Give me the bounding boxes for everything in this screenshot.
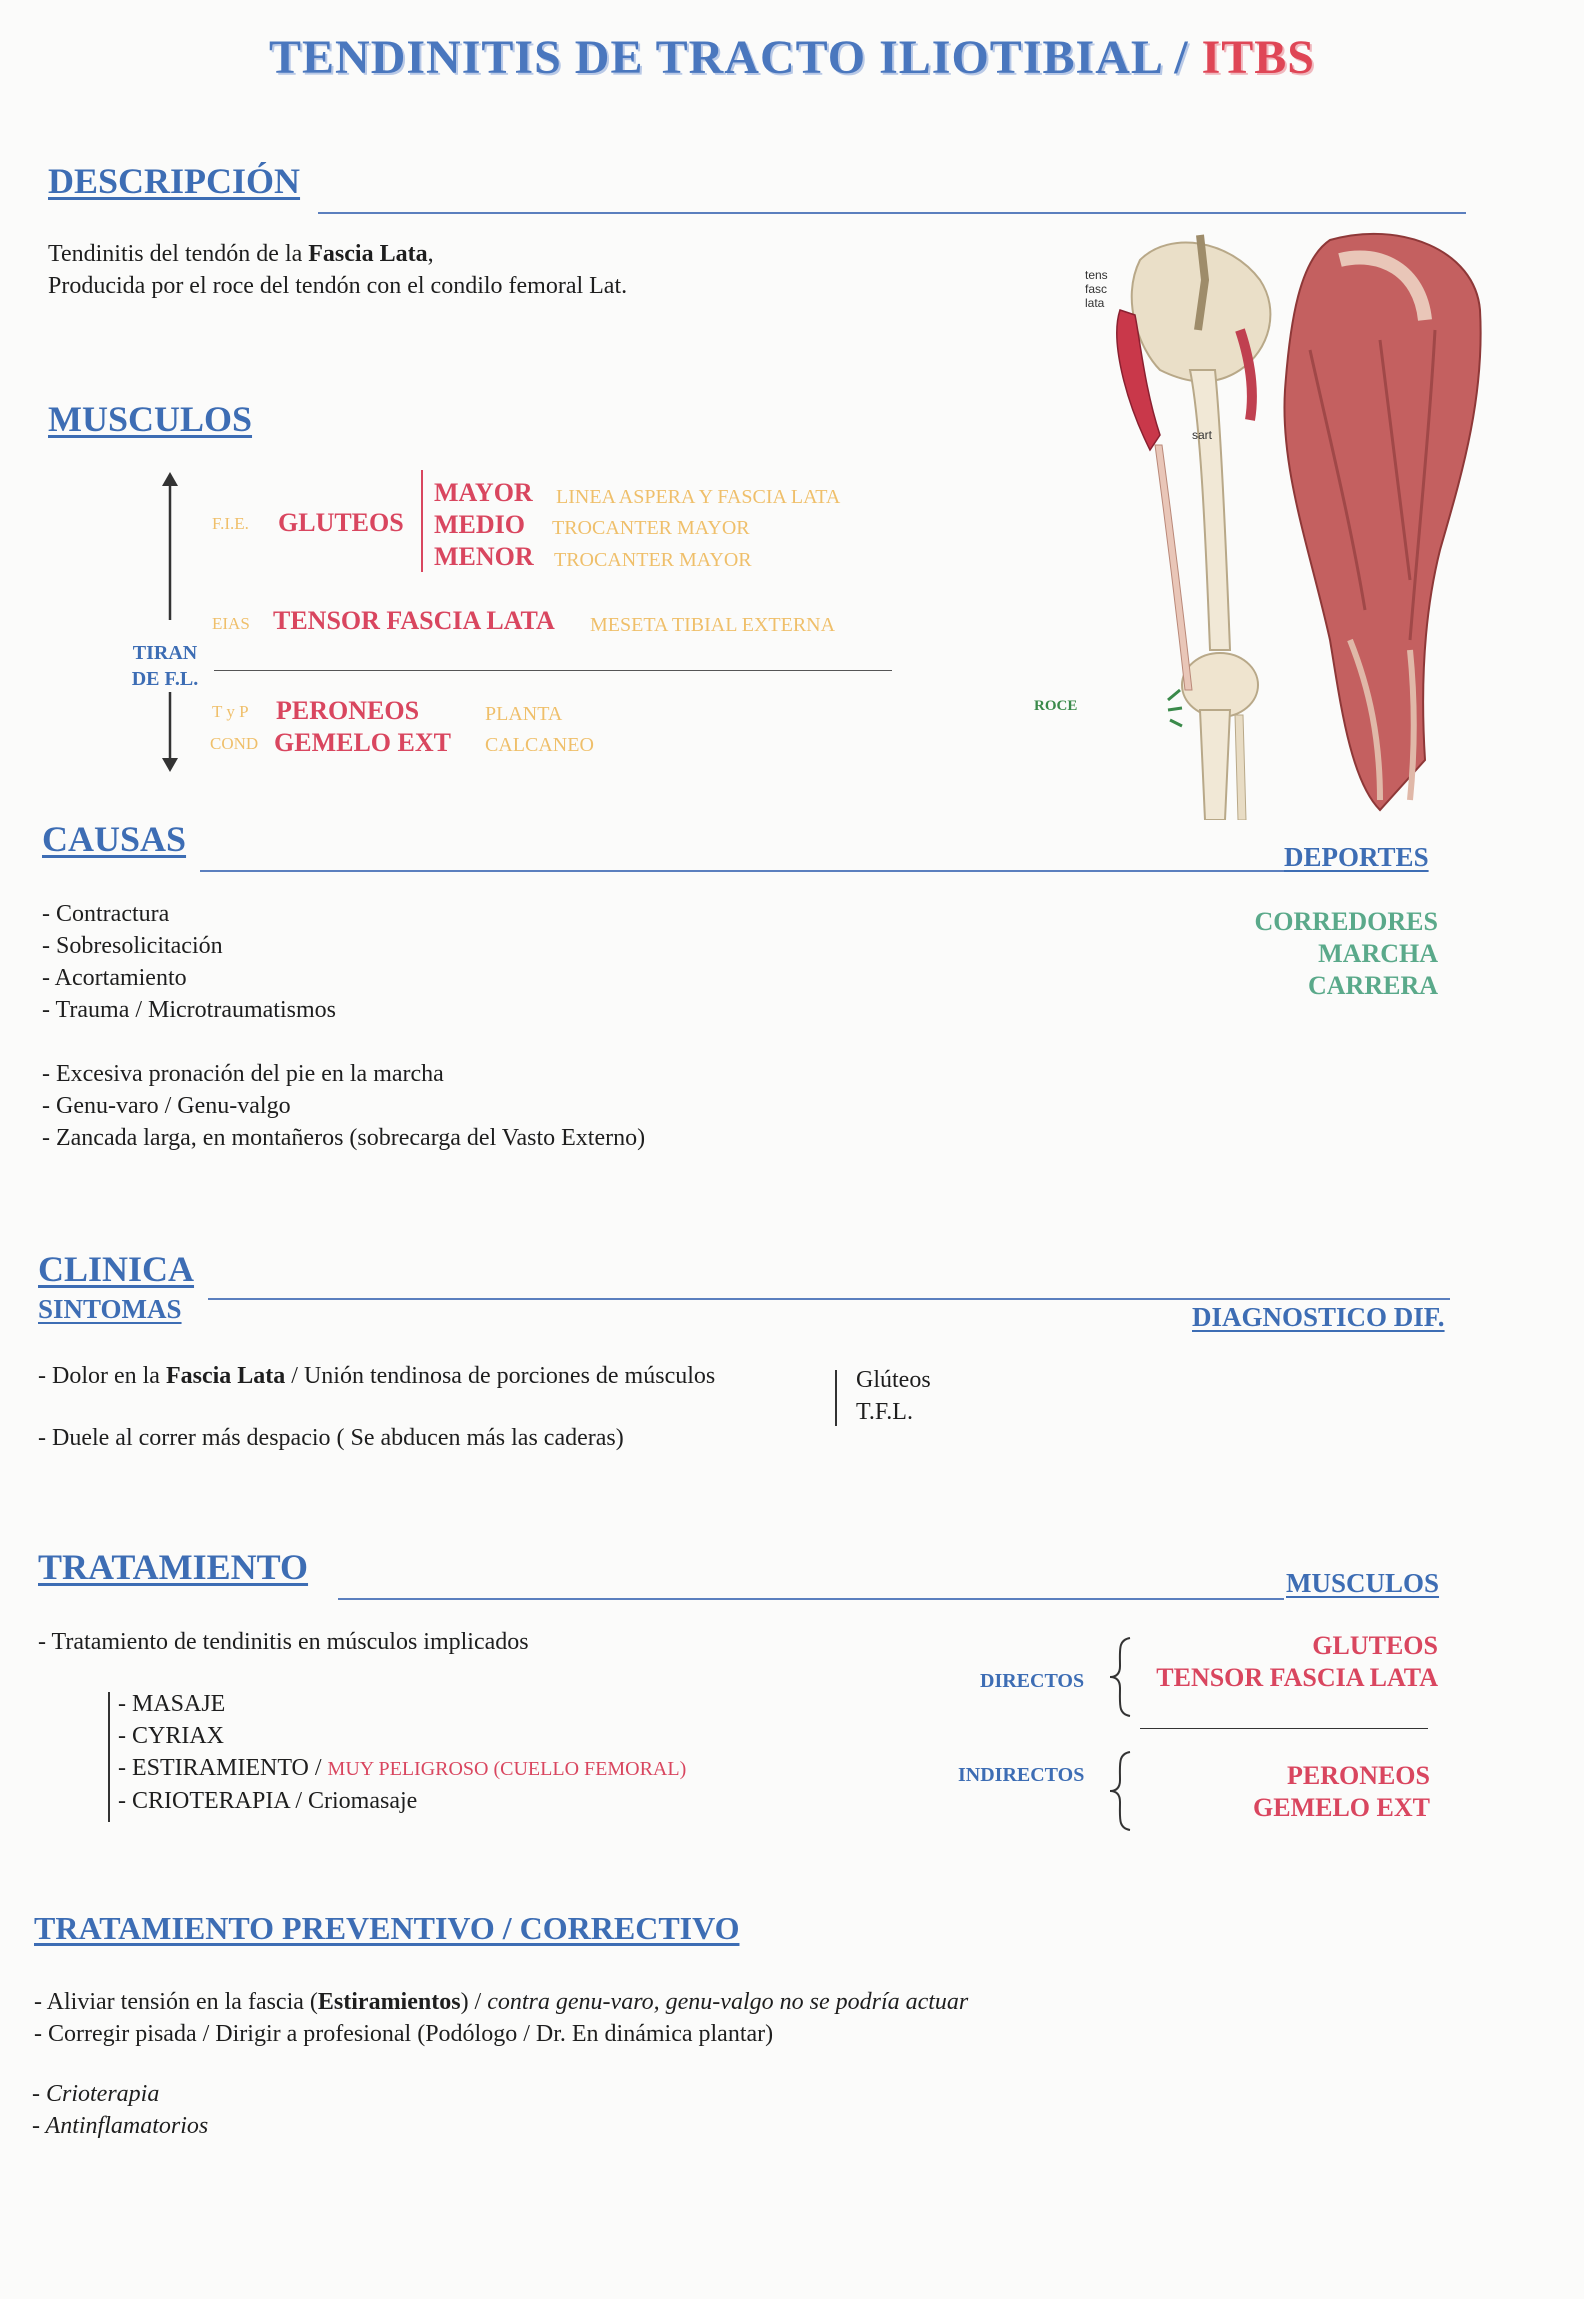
tratamiento-list-bracket — [108, 1692, 110, 1822]
option-tfl: T.F.L. — [856, 1399, 913, 1425]
musculos-divider — [214, 670, 892, 671]
preventivo-list — [34, 1986, 968, 2050]
sintoma-2: - Duele al correr más despacio ( Se abducen más las caderas) — [38, 1425, 624, 1451]
title-main: TENDINITIS DE TRACTO ILIOTIBIAL / — [269, 31, 1189, 84]
section-divider — [208, 1298, 1450, 1300]
deporte-item: CARRERA — [1308, 971, 1438, 1000]
preventivo-l1-pre: - Aliviar tensión en la fascia ( — [34, 1989, 318, 2015]
directo-item: GLUTEOS — [1312, 1631, 1438, 1660]
indirectos-list — [1120, 1760, 1430, 1824]
tratamiento-item — [118, 1752, 686, 1785]
section-preventivo-heading: TRATAMIENTO PREVENTIVO / CORRECTIVO — [34, 1910, 740, 1946]
gluteos-medio: MEDIO — [434, 510, 525, 539]
tratamiento-item: - CYRIAX — [118, 1723, 224, 1749]
section-causas-heading: CAUSAS — [42, 819, 187, 859]
tratamiento-item: - MASAJE — [118, 1691, 226, 1717]
section-divider — [338, 1598, 1284, 1600]
causa-item: - Zancada larga, en montañeros (sobrecarga del Vasto Externo) — [42, 1125, 646, 1151]
sintoma-1 — [38, 1360, 715, 1392]
preventivo-l1-ital: contra genu-varo, genu-valgo no se podría actuar — [487, 1989, 969, 2015]
option-gluteos: Glúteos — [856, 1367, 931, 1393]
diagnostico-heading: DIAGNOSTICO DIF. — [1192, 1302, 1445, 1332]
section-clinica-heading: CLINICA — [38, 1249, 195, 1289]
causas-list-2 — [42, 1058, 645, 1154]
descripcion-text — [48, 238, 627, 302]
tensor-prefix: EIAS — [212, 614, 250, 633]
directos-label: DIRECTOS — [980, 1670, 1085, 1692]
sintomas-heading: SINTOMAS — [38, 1294, 182, 1324]
sintoma-bracket — [835, 1370, 837, 1426]
causa-item: - Genu-varo / Genu-valgo — [42, 1093, 291, 1119]
tratamiento-list — [118, 1688, 686, 1817]
gluteos-bracket — [421, 470, 423, 572]
section-divider — [200, 870, 1290, 872]
preventivo-l1-bold: Estiramientos — [317, 1989, 461, 2015]
deportes-list — [1180, 906, 1438, 1002]
sintoma-1-pre: - Dolor en la — [38, 1363, 166, 1389]
section-musculos-heading: MUSCULOS — [48, 399, 253, 439]
deporte-item: MARCHA — [1318, 939, 1438, 968]
anatomy-figure — [1034, 220, 1490, 820]
indirectos-label: INDIRECTOS — [958, 1764, 1085, 1786]
directos-list — [1120, 1630, 1438, 1694]
causa-item: - Contractura — [42, 901, 170, 927]
deporte-item: CORREDORES — [1254, 907, 1438, 936]
preventivo-l1-mid: ) / — [460, 1989, 488, 2015]
tensor-insertion: MESETA TIBIAL EXTERNA — [590, 614, 836, 636]
peroneos-insertion: PLANTA — [485, 703, 563, 725]
gluteos-mayor-insertion: LINEA ASPERA Y FASCIA LATA — [556, 486, 841, 508]
gemelo-prefix: COND — [210, 734, 259, 753]
tratamiento-warning: MUY PELIGROSO (CUELLO FEMORAL) — [327, 1758, 687, 1780]
page-title — [0, 30, 1584, 85]
causa-item: - Trauma / Microtraumatismos — [42, 997, 336, 1023]
gluteos-menor-insertion: TROCANTER MAYOR — [554, 549, 752, 571]
gluteos-prefix: F.I.E. — [212, 514, 249, 533]
tratamiento-intro: - Tratamiento de tendinitis en músculos implicados — [38, 1629, 529, 1655]
preventivo-extra — [32, 2078, 208, 2142]
indirecto-item: GEMELO EXT — [1253, 1793, 1430, 1822]
section-descripcion-heading: DESCRIPCIÓN — [48, 161, 301, 201]
tratamiento-musculos-heading: MUSCULOS — [1286, 1568, 1440, 1598]
peroneos-prefix: T y P — [212, 702, 249, 721]
directos-divider — [1140, 1728, 1428, 1729]
preventivo-item-1 — [34, 1986, 968, 2018]
sintoma-options — [856, 1364, 931, 1428]
leg-anatomy-illustration — [1080, 220, 1490, 820]
preventivo-extra-item: - Antinflamatorios — [32, 2113, 209, 2139]
section-tratamiento-heading: TRATAMIENTO — [38, 1547, 309, 1587]
causa-item: - Sobresolicitación — [42, 933, 223, 959]
gluteos-medio-insertion: TROCANTER MAYOR — [552, 517, 750, 539]
tiran-text: TIRAN — [132, 642, 198, 664]
gemelo-name: GEMELO EXT — [274, 728, 451, 757]
causa-item: - Acortamiento — [42, 965, 187, 991]
preventivo-extra-item: - Crioterapia — [32, 2081, 160, 2107]
gluteos-mayor: MAYOR — [434, 478, 533, 507]
gluteos-menor: MENOR — [434, 542, 534, 571]
gluteos-name: GLUTEOS — [278, 508, 404, 537]
descripcion-line2: Producida por el roce del tendón con el condilo femoral Lat. — [48, 273, 628, 299]
sintoma-1-post: / Unión tendinosa de porciones de músculos — [285, 1363, 716, 1389]
descripcion-comma: , — [427, 241, 434, 267]
indirecto-item: PERONEOS — [1286, 1761, 1430, 1790]
deportes-heading: DEPORTES — [1284, 842, 1429, 872]
label-sart: sart — [1192, 428, 1213, 442]
preventivo-item-2: - Corregir pisada / Dirigir a profesional (Podólogo / Dr. En dinámica plantar) — [34, 2021, 774, 2047]
causa-item: - Excesiva pronación del pie en la marcha — [42, 1061, 444, 1087]
label-tens-fasc-lata: tens fasc lata — [1085, 268, 1108, 310]
descripcion-line1: Tendinitis del tendón de la — [48, 241, 309, 267]
sintoma-1-bold: Fascia Lata — [165, 1363, 286, 1389]
tiran-arrow — [150, 472, 190, 772]
tiran-label — [120, 640, 210, 692]
descripcion-bold: Fascia Lata — [308, 241, 428, 267]
label-roce: ROCE — [1034, 698, 1078, 714]
section-divider — [318, 212, 1466, 214]
de-fl-text: DE F.L. — [131, 668, 199, 690]
tratamiento-item: - CRIOTERAPIA / Criomasaje — [118, 1788, 418, 1814]
peroneos-name: PERONEOS — [276, 696, 420, 725]
gemelo-insertion: CALCANEO — [485, 734, 594, 756]
directo-item: TENSOR FASCIA LATA — [1156, 1663, 1438, 1692]
tratamiento-item-text: - ESTIRAMIENTO / — [118, 1755, 328, 1781]
tensor-name: TENSOR FASCIA LATA — [273, 606, 555, 635]
causas-list-1 — [42, 898, 336, 1026]
title-accent: ITBS — [1201, 31, 1315, 84]
